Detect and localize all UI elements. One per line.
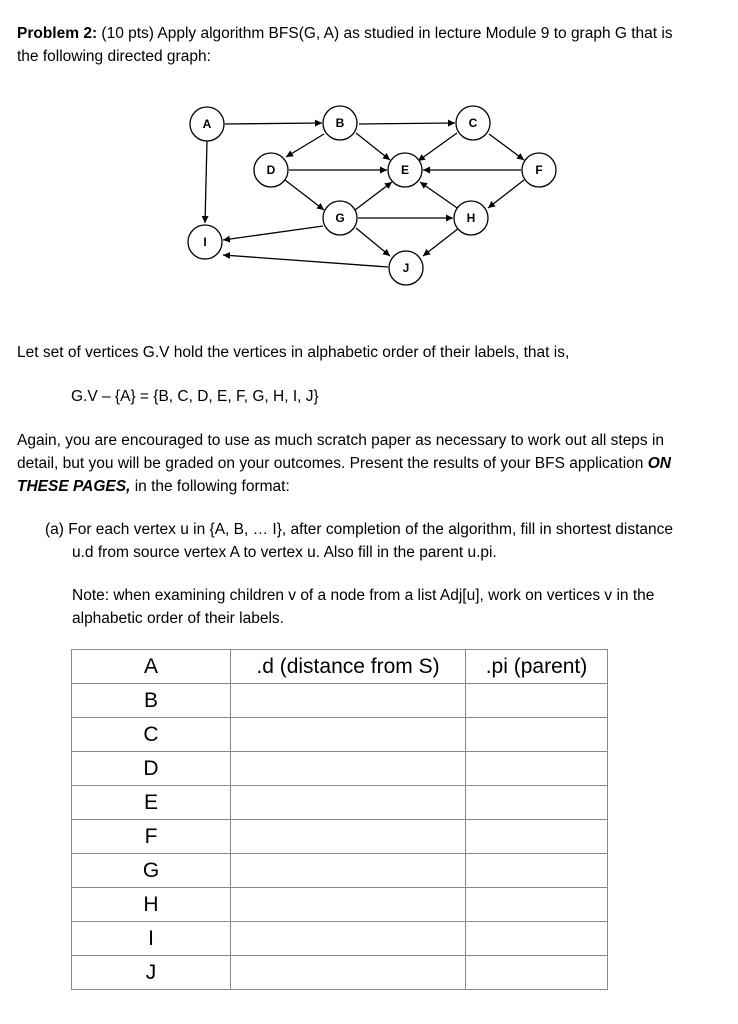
node-label-b: B <box>335 116 345 130</box>
row-vertex: G <box>72 854 231 888</box>
bfs-results-table <box>71 649 608 990</box>
edge-f-h <box>488 180 524 208</box>
table-row <box>72 922 608 956</box>
distance-cell[interactable] <box>231 956 466 990</box>
distance-cell[interactable] <box>231 888 466 922</box>
distance-cell[interactable] <box>231 752 466 786</box>
node-label-e: E <box>400 163 410 177</box>
row-vertex: H <box>72 888 231 922</box>
note-line2: alphabetic order of their labels. <box>72 610 284 627</box>
header-parent: .pi (parent) <box>466 650 608 684</box>
instructions-emphasis-on: ON <box>647 455 671 472</box>
parent-cell[interactable] <box>466 718 608 752</box>
parent-cell[interactable] <box>466 752 608 786</box>
edge-d-g <box>285 180 324 210</box>
edge-h-j <box>423 228 459 256</box>
vertices-set: G.V – {A} = {B, C, D, E, F, G, H, I, J} <box>71 388 319 405</box>
part-a-line2: u.d from source vertex A to vertex u. Also fill in the parent u.pi. <box>72 544 497 561</box>
header-vertex: A <box>72 650 231 684</box>
note-line1: Note: when examining children v of a node from a list Adj[u], work on vertices v in the <box>72 587 655 604</box>
instructions-line3: in the following format: <box>130 478 290 495</box>
node-label-f: F <box>535 163 543 177</box>
edge-g-j <box>356 228 390 256</box>
distance-cell[interactable] <box>231 854 466 888</box>
note <box>72 584 732 630</box>
row-vertex: I <box>72 922 231 956</box>
distance-cell[interactable] <box>231 922 466 956</box>
parent-cell[interactable] <box>466 854 608 888</box>
parent-cell[interactable] <box>466 888 608 922</box>
parent-cell[interactable] <box>466 786 608 820</box>
vertices-description: Let set of vertices G.V hold the vertices in alphabetic order of their labels, that is, <box>17 344 570 361</box>
edge-g-i <box>223 226 323 240</box>
table-row <box>72 888 608 922</box>
node-label-g: G <box>335 211 345 225</box>
edge-c-e <box>418 133 457 161</box>
part-a <box>45 518 735 564</box>
instructions-emphasis-pages: THESE PAGES, <box>17 478 131 495</box>
edge-b-c <box>359 123 455 124</box>
table-row <box>72 820 608 854</box>
parent-cell[interactable] <box>466 922 608 956</box>
edge-j-i <box>223 255 388 267</box>
instructions-line1: Again, you are encouraged to use as much scratch paper as necessary to work out all steps in <box>17 432 665 449</box>
distance-cell[interactable] <box>231 820 466 854</box>
table-row <box>72 786 608 820</box>
distance-cell[interactable] <box>231 786 466 820</box>
node-label-h: H <box>466 211 476 225</box>
problem-intro-line1: (10 pts) Apply algorithm BFS(G, A) as studied in lecture Module 9 to graph G that is <box>97 25 673 42</box>
table-row <box>72 956 608 990</box>
table-row <box>72 854 608 888</box>
problem-heading: Problem 2: <box>17 25 98 42</box>
node-label-i: I <box>203 235 207 249</box>
parent-cell[interactable] <box>466 956 608 990</box>
edge-h-e <box>420 182 460 210</box>
part-a-line1: (a) For each vertex u in {A, B, … I}, after completion of the algorithm, fill in shortest distance <box>45 521 674 538</box>
parent-cell[interactable] <box>466 820 608 854</box>
row-vertex: C <box>72 718 231 752</box>
row-vertex: F <box>72 820 231 854</box>
node-label-c: C <box>468 116 478 130</box>
distance-cell[interactable] <box>231 684 466 718</box>
row-vertex: J <box>72 956 231 990</box>
node-label-d: D <box>266 163 276 177</box>
problem-statement <box>17 22 727 68</box>
edge-c-f <box>489 134 524 160</box>
edge-a-b <box>225 123 322 124</box>
table-header-row <box>72 650 608 684</box>
table-row <box>72 684 608 718</box>
row-vertex: D <box>72 752 231 786</box>
edge-a-i <box>205 141 207 223</box>
row-vertex: E <box>72 786 231 820</box>
problem-intro-line2: the following directed graph: <box>17 48 211 65</box>
header-distance: .d (distance from S) <box>231 650 466 684</box>
directed-graph <box>0 90 738 305</box>
node-label-j: J <box>402 261 410 275</box>
instructions-line2: detail, but you will be graded on your outcomes. Present the results of your BFS application <box>17 455 648 472</box>
edge-g-e <box>355 182 392 210</box>
edge-b-d <box>286 134 324 157</box>
node-label-a: A <box>202 117 212 131</box>
distance-cell[interactable] <box>231 718 466 752</box>
row-vertex: B <box>72 684 231 718</box>
instructions <box>17 429 727 498</box>
edge-b-e <box>356 133 390 160</box>
parent-cell[interactable] <box>466 684 608 718</box>
table-row <box>72 752 608 786</box>
table-row <box>72 718 608 752</box>
